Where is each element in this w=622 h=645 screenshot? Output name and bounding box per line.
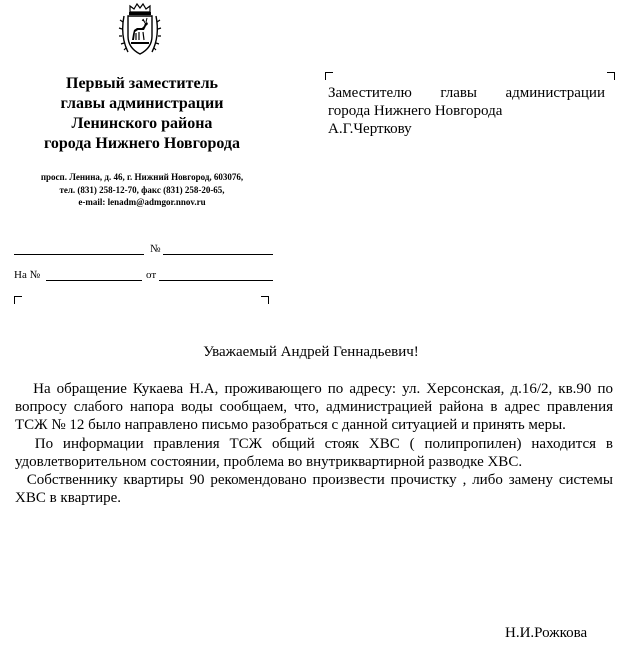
sender-title-line: города Нижнего Новгорода: [44, 135, 240, 152]
body-paragraph: На обращение Кукаева Н.А, проживающего по адресу: ул. Херсонская, д.16/2, кв.90 по вопросу слабого напора воды сообщаем, что, администрацией района в адрес правления ТСЖ № 12 было направлено письмо разобраться с данной ситуацией и принять меры.: [15, 381, 617, 434]
sender-title-line: Ленинского района: [71, 115, 213, 132]
addressee-line: города Нижнего Новгорода: [328, 103, 503, 119]
sender-title-line: Первый заместитель: [66, 75, 218, 92]
corner-mark: [261, 296, 269, 304]
sender-title: [8, 74, 276, 154]
body-paragraph: По информации правления ТСЖ общий стояк ХВС ( полипропилен) находится в удовлетворительном состоянии, проблема во внутриквартирной разводке ХВС.: [15, 435, 617, 470]
coat-of-arms-icon: [118, 2, 162, 58]
contact-line: e-mail: lenadm@admgor.nnov.ru: [78, 197, 206, 207]
body-paragraph: Собственнику квартиры 90 рекомендовано произвести прочистку , либо замену системы ХВС в квартире.: [15, 472, 617, 507]
letter-body: [15, 380, 617, 507]
contact-line: тел. (831) 258-12-70, факс (831) 258-20-65,: [59, 184, 225, 195]
ref-prefix-label: На №: [14, 269, 41, 281]
addressee: [328, 84, 605, 138]
sender-title-line: главы администрации: [60, 95, 224, 112]
reg-date-line: [14, 254, 144, 255]
corner-mark: [14, 296, 22, 304]
sender-contacts: [8, 171, 276, 209]
reg-number-label: №: [150, 243, 161, 255]
greeting: Уважаемый Андрей Геннадьевич!: [203, 344, 419, 360]
contact-line: просп. Ленина, д. 46, г. Нижний Новгород, 603076,: [40, 172, 244, 182]
ref-number-line: [46, 280, 142, 281]
corner-mark: [607, 72, 615, 80]
addressee-line: Заместителю главы администрации: [328, 85, 605, 101]
reg-number-line: [163, 254, 273, 255]
ref-date-line: [159, 280, 273, 281]
ref-from-label: от: [146, 269, 157, 281]
signature-name: Н.И.Рожкова: [505, 625, 588, 641]
addressee-line: А.Г.Черткову: [328, 121, 412, 137]
corner-mark: [325, 72, 333, 80]
